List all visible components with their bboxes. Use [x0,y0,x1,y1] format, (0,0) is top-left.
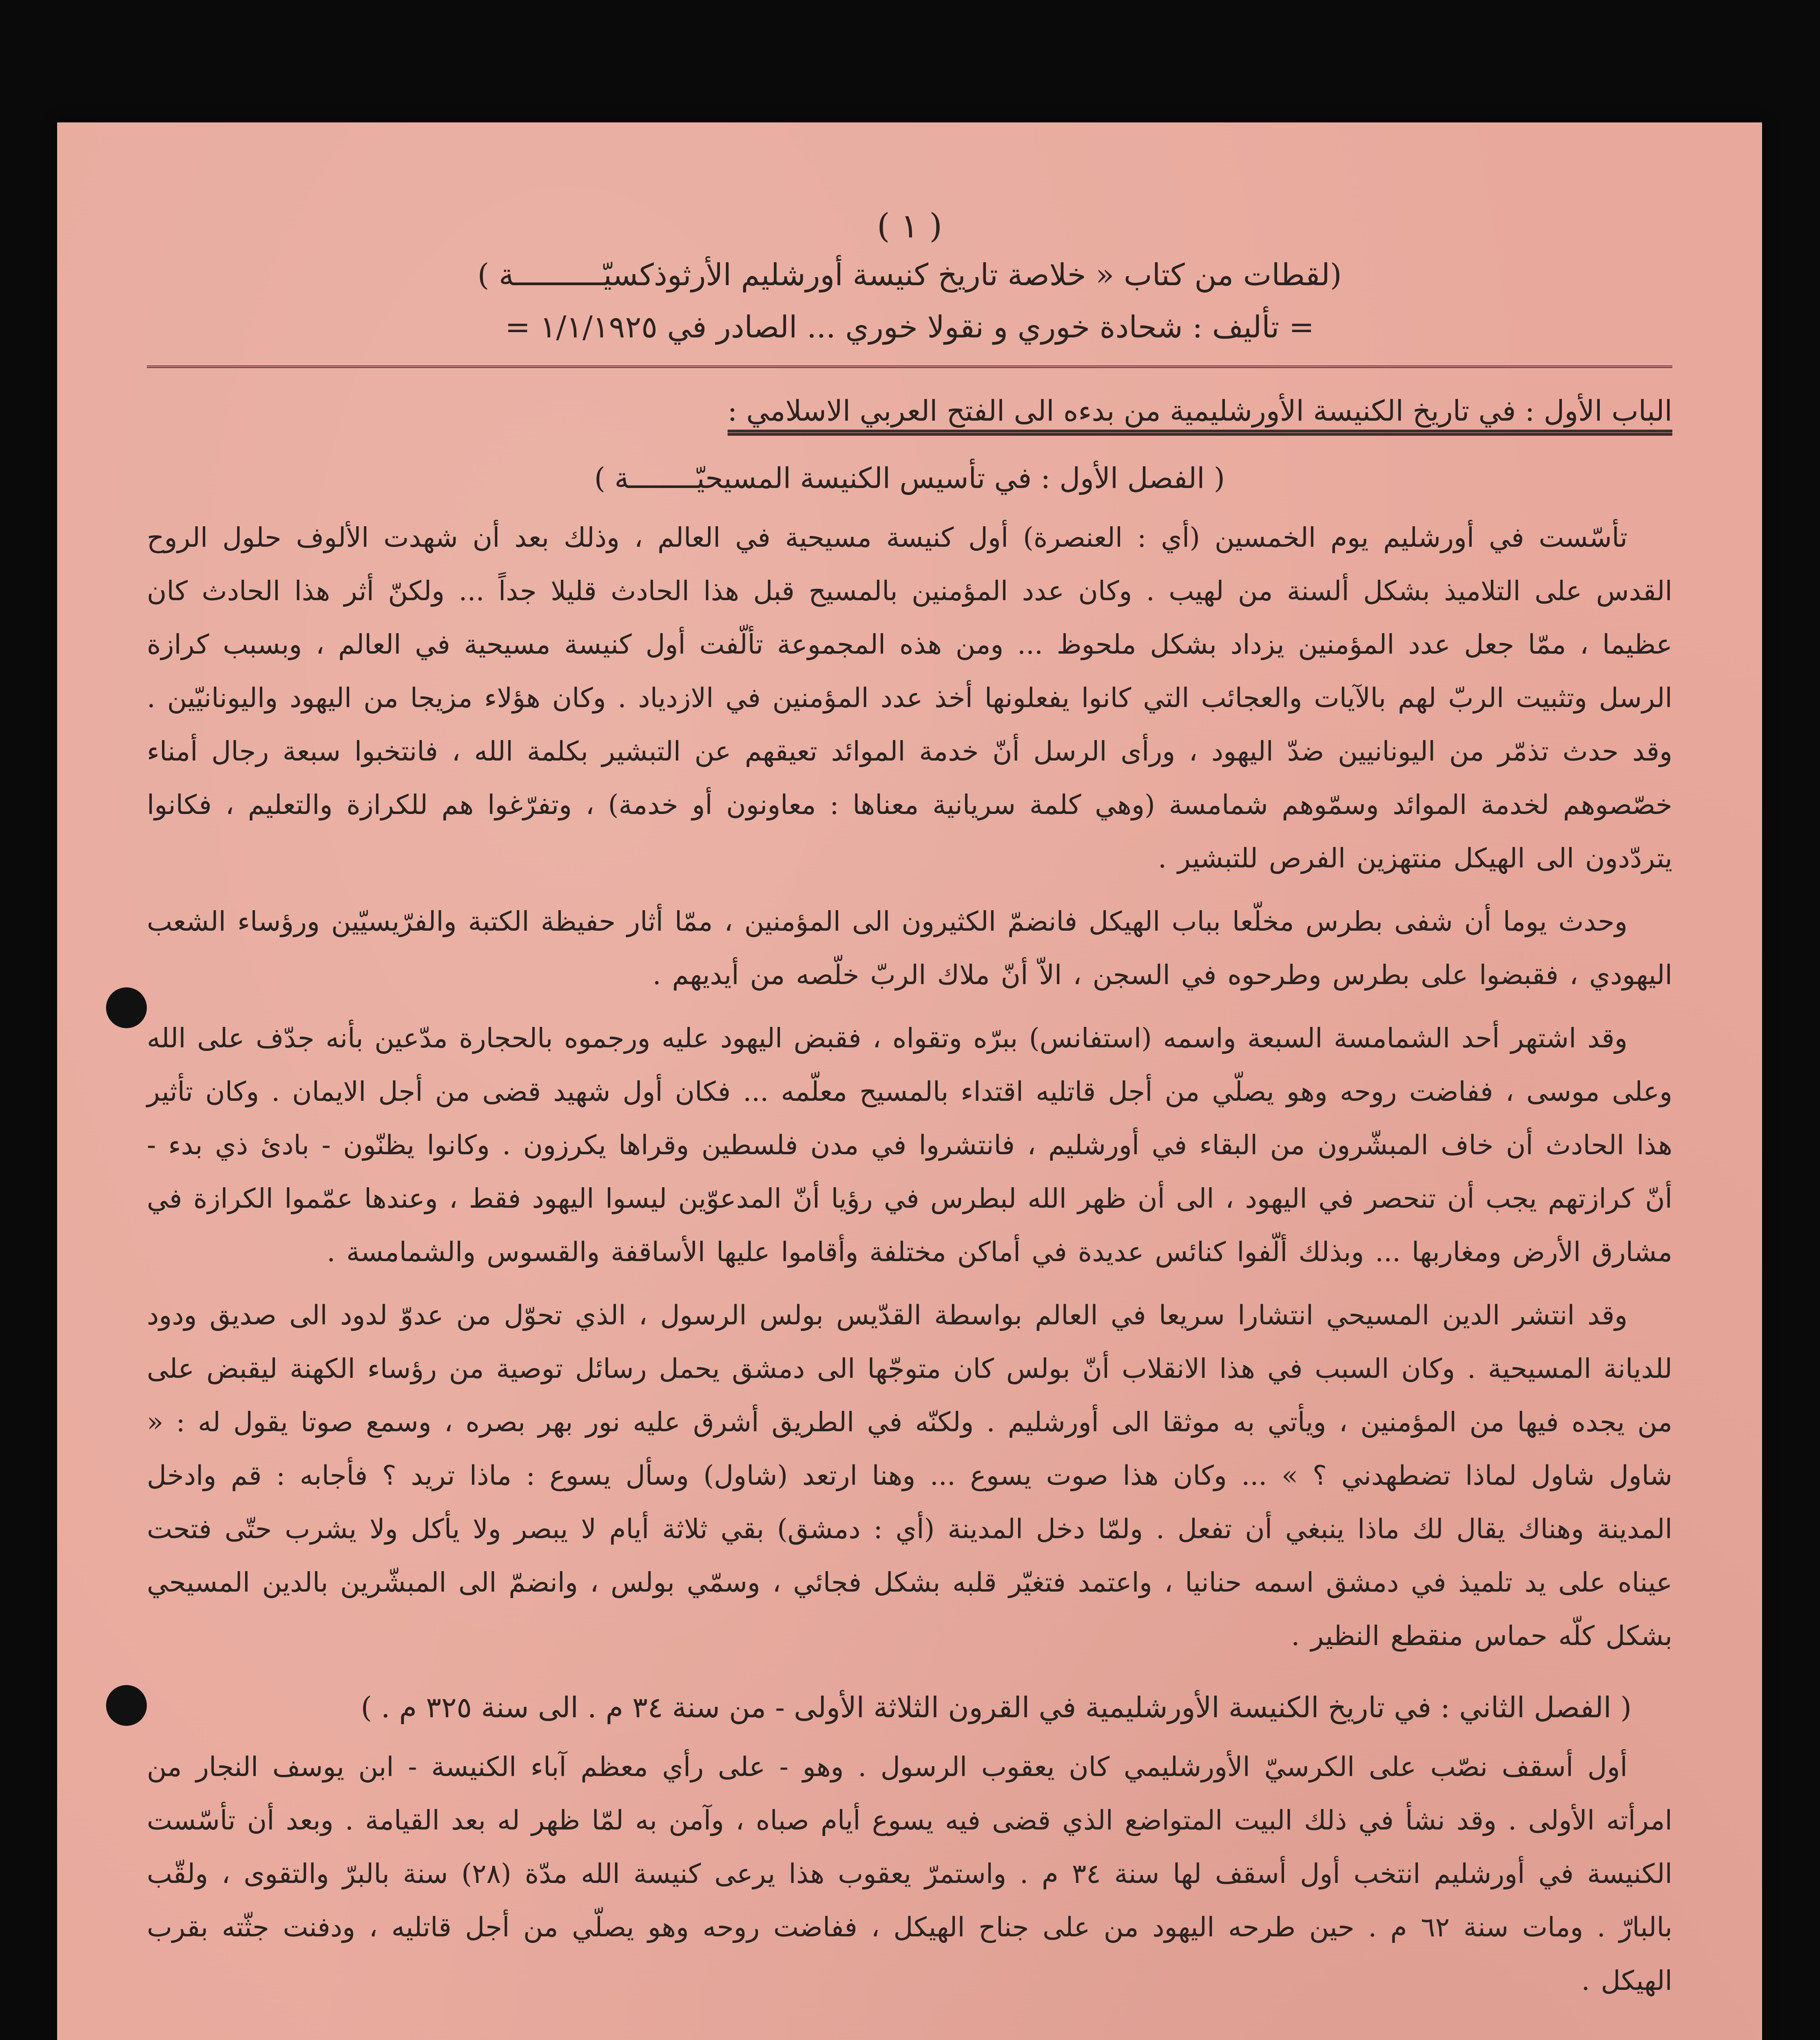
paragraph: وقد انتشر الدين المسيحي انتشارا سريعا في العالم بواسطة القدّيس بولس الرسول ، الذي تحوّل من عدوّ لدود الى صديق ودود للديانة المسيحية . وكان السبب في هذا الانقلاب أنّ بولس كان متوجّها الى دمشق يحمل رسائل توصية من رؤساء الكهنة ليقبض على من يجده فيها من المؤمنين ، ويأتي به موثقا الى أورشليم . ولكنّه في الطريق أشرق عليه نور بهر بصره ، وسمع صوتا يقول له : « شاول شاول لماذا تضطهدني ؟ » ... وكان هذا صوت يسوع ... وهنا ارتعد (شاول) وسأل يسوع : ماذا تريد ؟ فأجابه : قم وادخل المدينة وهناك يقال لك ماذا ينبغي أن تفعل . ولمّا دخل المدينة (أي : دمشق) بقي ثلاثة أيام لا يبصر ولا يأكل ولا يشرب حتّى فتحت عيناه على يد تلميذ في دمشق اسمه حنانيا ، واعتمد فتغيّر قلبه بشكل فجائي ، وسمّي بولس ، وانضمّ الى المبشّرين بالدين المسيحي بشكل كلّه حماس منقطع النظير . [147,1299,1672,1652]
paragraph: تأسّست في أورشليم يوم الخمسين (أي : العنصرة) أول كنيسة مسيحية في العالم ، وذلك بعد أن شهدت الألوف حلول الروح القدس على التلاميذ بشكل ألسنة من لهيب . وكان عدد المؤمنين بالمسيح قبل هذا الحادث قليلا جداً ... ولكنّ أثر هذا الحادث كان عظيما ، ممّا جعل عدد المؤمنين يزداد بشكل ملحوظ ... ومن هذه المجموعة تألّفت أول كنيسة مسيحية في العالم ، وبسبب كرازة الرسل وتثبيت الربّ لهم بالآيات والعجائب التي كانوا يفعلونها أخذ عدد المؤمنين في الازدياد . وكان هؤلاء مزيجا من اليهود واليونانيّين . وقد حدث تذمّر من اليونانيين ضدّ اليهود ، ورأى الرسل أنّ خدمة الموائد تعيقهم عن التبشير بكلمة الله ، فانتخبوا سبعة رجال أمناء خصّصوهم لخدمة الموائد وسمّوهم شمامسة (وهي كلمة سريانية معناها : معاونون أو خدمة) ، وتفرّغوا هم للكرازة والتعليم ، فكانوا يتردّدون الى الهيكل منتهزين الفرص للتبشير . [147,522,1672,874]
header-divider [147,366,1672,368]
paragraph: أول أسقف نصّب على الكرسيّ الأورشليمي كان يعقوب الرسول . وهو - على رأي معظم آباء الكنيسة - ابن يوسف النجار من امرأته الأولى . وقد نشأ في ذلك البيت المتواضع الذي قضى فيه يسوع أيام صباه ، وآمن به لمّا ظهر له بعد القيامة . وبعد أن تأسّست الكنيسة في أورشليم انتخب أول أسقف لها سنة ٣٤ م . واستمرّ يعقوب هذا يرعى كنيسة الله مدّة (٢٨) سنة بالبرّ والتقوى ، ولقّب بالبارّ . ومات سنة ٦٢ م . حين طرحه اليهود من على جناح الهيكل ، ففاضت روحه وهو يصلّي من أجل قاتليه ، ودفنت جثّته بقرب الهيكل . [147,1751,1672,1996]
chapter-title: الباب الأول : في تاريخ الكنيسة الأورشليمية من بدءه الى الفتح العربي الاسلامي : [727,394,1672,428]
document-content [147,204,1672,2040]
punch-hole [106,987,147,1028]
punch-hole [106,1685,147,1726]
source-line: (لقطات من كتاب « خلاصة تاريخ كنيسة أورشليم الأرثوذكسيّــــــــــة ) [477,257,1342,293]
paragraph: وحدث يوما أن شفى بطرس مخلّعا بباب الهيكل فانضمّ الكثيرون الى المؤمنين ، ممّا أثار حفيظة الكتبة والفرّيسيّين ورؤساء الشعب اليهودي ، فقبضوا على بطرس وطرحوه في السجن ، الاّ أنّ ملاك الربّ خلّصه من أيديهم . [147,906,1672,991]
author-line: = تأليف : شحادة خوري و نقولا خوري ... الصادر في ١/١/١٩٢٥ = [505,310,1314,345]
document-sheet [57,122,1762,2040]
paragraph: وقد اشتهر أحد الشمامسة السبعة واسمه (استفانس) ببرّه وتقواه ، فقبض اليهود عليه ورجموه بالحجارة مدّعين بأنه جدّف على الله وعلى موسى ، ففاضت روحه وهو يصلّي من أجل قاتليه اقتداء بالمسيح معلّمه ... فكان أول شهيد قضى من أجل الايمان . وكان تأثير هذا الحادث أن خاف المبشّرون من البقاء في أورشليم ، فانتشروا في مدن فلسطين وقراها يكرزون . وكانوا يظنّون - بادئ ذي بدء - أنّ كرازتهم يجب أن تنحصر في اليهود ، الى أن ظهر الله لبطرس في رؤيا أنّ المدعوّين ليسوا اليهود فقط ، وعندها عمّموا الكرازة في مشارق الأرض ومغاربها ... وبذلك ألّفوا كنائس عديدة في أماكن مختلفة وأقاموا عليها الأساقفة والقسوس والشمامسة . [147,1022,1672,1268]
section-2-title: ( الفصل الثاني : في تاريخ الكنيسة الأورشليمية في القرون الثلاثة الأولى - من سنة ٣٤ م . الى سنة ٣٢٥ م . ) [361,1691,1632,1724]
section-1-title: ( الفصل الأول : في تأسيس الكنيسة المسيحيّــــــــة ) [594,461,1225,495]
page-number: ( ١ ) [877,207,943,246]
